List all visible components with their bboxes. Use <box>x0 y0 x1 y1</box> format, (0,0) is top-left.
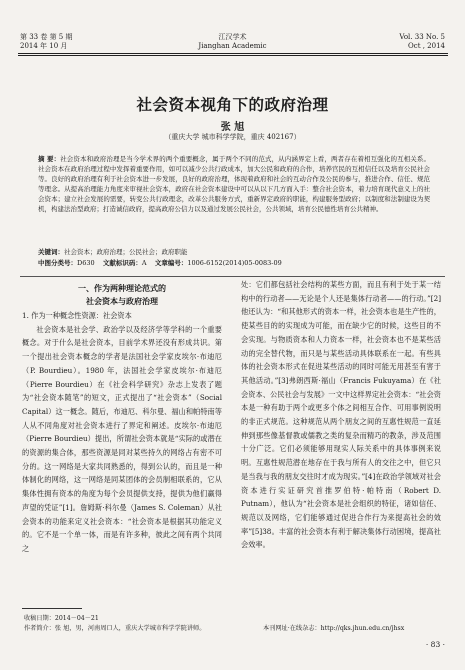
journal-url-value: http://qks.jhun.edu.cn/jhsx <box>320 625 405 632</box>
header-journal: 江汉学术 <box>218 33 247 41</box>
clc-value: D630 <box>77 259 95 267</box>
abstract-text: 社会资本和政府治理是当今学术界的两个重要概念，属于两个不同的范式，从内涵界定上看，两者存在着相互强化的互相关系。社会资本在政府治理过程中发挥着重要作用，如可以减少公共行政成本，加大公民和政府的合作，培养官民的互相信任以及培育公民社会等。良好的政府治理有利于社会资本进一步发展，良好的政府治理，体现着政府和社会的互动合作及公民的参与，推进合作、信任、规范等理念。从提高治理能力角度来审视社会资本，政府在社会资本建设中可以从以下几方面入手：整合社会资本，着力培育现代意义上的社会资本；建立社会发展的需要，转变公共行政理念，改革公共服务方式，重新界定政府的职能，构建服务型政府；以制度和法制建设为契机，构建法治型政府；打造诚信政府，提高政府公信力以及通过发展公民社会，公共领域，培育公民德性培育公共精神。 <box>38 155 430 214</box>
abstract-label: 摘 要： <box>38 155 61 163</box>
article-title: 社会资本视角下的政府治理 <box>136 96 329 114</box>
paragraph: 社会资本是社会学、政治学以及经济学等学科的一个重要概念。对于什么是社会资本，目前学术界还没有形成共识。第一个提出社会资本概念的学者是法国社会学家皮埃尔·布迪厄（P. Bourdieu）。1980 年，法国社会学家皮埃尔·布迪厄（Pierre Bourdieu）在《社会科学研究》杂志上发表了题为“社会资本随笔”的短文，正式提出了“社会资本”（Social Capital）这一概念。随后，布迪厄、科尔曼、福山和帕特南等人从不同角度对社会资本进行了界定和阐述。皮埃尔·布迪厄（Pierre Bourdieu）提出，所谓社会资本就是“实际的或潜在的资源的集合体，那些资源是同对某些持久的网络占有密不可分的。这一网络是大家共同熟悉的，得到公认的，而且是一种体制化的网络，这一网络是同某团体的会员制相联系的，它从集体性拥有资本的角度为每个会员提供支持，提供为他们赢得声望的凭证”[1]。詹姆斯·科尔曼（James S. Coleman）从社会资本的功能来定义社会资本：“社会资本是根据其功能定义的。它不是一个单一体，而是有许多种，彼此之间有两个共同之 <box>22 324 222 553</box>
journal-url-label: 本刊网址·在线杂志： <box>263 625 321 632</box>
header-journal-en: Jianghan Academic <box>198 42 267 50</box>
abstract <box>38 154 430 215</box>
article-id-value: 1006-6152(2014)05-0083-09 <box>187 259 282 267</box>
header-date: 2014 年 10 月 <box>20 42 68 50</box>
paragraph: 处：它们都包括社会结构的某些方面，而且有利于处于某一结构中的行动者——无论是个人还是集体行动者——的行动。”[2]他还认为：“和其他形式的资本一样，社会资本也是生产性的，使某些目的的实现成为可能，而在缺少它的时候，这些目的不会实现。与物质资本和人力资本一样，社会资本也不是某些活动的完全替代物，而只是与某些活动具体联系在一起。有些具体的社会资本形式在促进某些活动的同时可能无用甚至有害于其他活动。”[3]弗朗西斯·福山（Francis Fukuyama）在《社会资本、公民社会与发展》一文中这样界定社会资本：“社会资本是一种有助于两个或更多个体之间相互合作、可用事例说明的非正式规范。这种规范从两个朋友之间的互惠性规范一直延伸到那些像基督教或儒教之类的复杂而精巧的教条，涉及范围十分广泛。它们必须能够用现实人际关系中的具体事例来说明。互惠性规范潜在地存在于我与所有人的交往之中，但它只是当我与我的朋友交往时才成为现实。”[4]在政治学领域对社会资本进行实证研究首推罗伯特·帕特南（Robert D. Putnam），他认为“社会资本是社会组织的特征，诸如信任、规范以及网络，它们能够通过促进合作行为来提高社会的效率”[5]38。丰富的社会资本有利于解决集体行动困境，提高社会效率。 <box>241 280 441 550</box>
header-rule <box>18 53 448 54</box>
footnote-received: 收稿日期：2014－04－21 <box>24 615 99 622</box>
abstract-divider <box>20 276 445 277</box>
article-author: 张 旭 <box>220 122 245 133</box>
header-volume-en: Vol. 33 No. 5 <box>399 33 445 41</box>
footnote-author-bio: 作者简介：张 旭，男，河南周口人，重庆大学城市科学学院讲师。 <box>24 625 206 632</box>
keywords <box>38 247 430 257</box>
header-date-en: Oct , 2014 <box>408 42 445 50</box>
left-column <box>22 282 222 556</box>
header-volume: 第 33 卷 第 5 期 <box>20 33 73 41</box>
subsection-heading: 1. 作为一种概念性资源：社会资本 <box>22 311 132 320</box>
doc-code-value: A <box>141 259 147 267</box>
section-heading-line-1: 一、作为两种理论范式的 <box>78 284 166 293</box>
journal-url <box>263 624 404 633</box>
author-affiliation: （重庆大学 城市科学学院，重庆 402167） <box>164 133 301 141</box>
section-heading-line-2: 社会资本与政府治理 <box>86 297 158 306</box>
clc-label: 中图分类号： <box>38 259 77 267</box>
header-rule-2 <box>18 55 448 56</box>
right-column <box>241 278 441 552</box>
page-number: · 83 · <box>425 640 445 649</box>
keywords-text: 社会资本；政府治理；公民社会；政府职能 <box>64 248 188 256</box>
keywords-label: 关键词： <box>38 248 64 256</box>
classification-line <box>38 258 438 268</box>
article-id-label: 文章编号： <box>154 259 188 267</box>
doc-code-label: 文献标识码： <box>102 259 142 267</box>
footnote-rule <box>22 608 82 609</box>
